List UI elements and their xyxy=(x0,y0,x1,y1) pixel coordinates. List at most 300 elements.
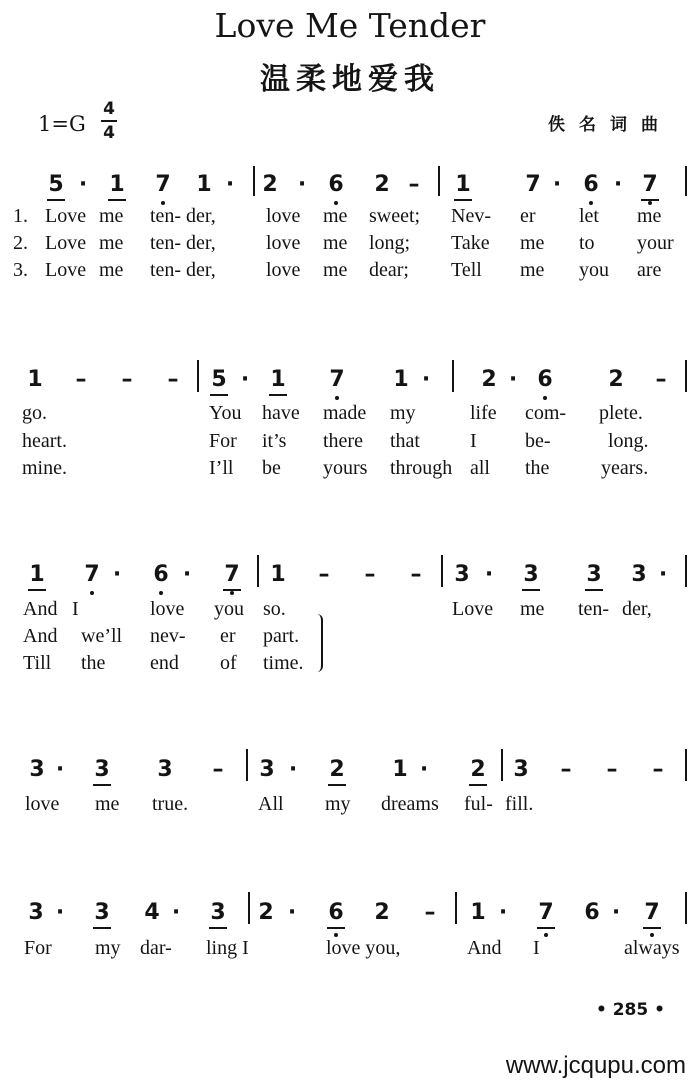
dash-mark xyxy=(206,757,230,783)
underline xyxy=(93,784,111,786)
lyric-word: I xyxy=(72,598,79,620)
lyric-word: me xyxy=(520,598,545,620)
lyric-word: love xyxy=(266,259,301,281)
note-text: · xyxy=(287,900,297,925)
dot-mark xyxy=(218,172,242,198)
note-text: · xyxy=(419,757,429,782)
note xyxy=(192,172,216,198)
lyric-word: be xyxy=(262,457,281,479)
lyric-word: me xyxy=(95,793,120,815)
dot-mark xyxy=(290,172,314,198)
lyric-word: You xyxy=(209,402,242,424)
dash-mark xyxy=(418,900,442,926)
lyric-word: me xyxy=(520,232,545,254)
note-text: 6 xyxy=(328,172,344,197)
lyric-word: Love xyxy=(45,259,87,281)
note xyxy=(220,562,244,588)
note-text: · xyxy=(225,172,235,197)
note xyxy=(44,172,68,198)
dash-mark xyxy=(646,757,670,783)
lyric-word: All xyxy=(258,793,284,815)
note xyxy=(466,900,490,926)
lyric-word: so. xyxy=(263,598,286,620)
note-text: – xyxy=(212,757,224,782)
lyric-word: dear; xyxy=(369,259,409,281)
dot-mark xyxy=(71,172,95,198)
barline xyxy=(438,166,440,196)
lyric-word: And xyxy=(23,625,58,647)
note-text: 2 xyxy=(374,172,390,197)
lyric-word: Tell xyxy=(451,259,482,281)
dot-mark xyxy=(604,900,628,926)
dash-mark xyxy=(161,367,185,393)
note-text: 1 xyxy=(27,367,43,392)
note-text: 1 xyxy=(196,172,212,197)
time-signature xyxy=(101,99,117,143)
note-text: · xyxy=(552,172,562,197)
lyric-word: fill. xyxy=(505,793,534,815)
lyric-word: that xyxy=(390,430,420,452)
note xyxy=(153,757,177,783)
dot-mark xyxy=(414,367,438,393)
lyric-word: made xyxy=(323,402,367,424)
lyric-word: I xyxy=(533,937,540,959)
note-text: 2 xyxy=(329,757,345,782)
note xyxy=(25,757,49,783)
note-text: · xyxy=(288,757,298,782)
underline xyxy=(643,927,661,929)
author-credit: 佚名词曲 xyxy=(548,115,672,135)
lyric-word: me xyxy=(99,205,124,227)
note xyxy=(105,172,129,198)
note xyxy=(80,562,104,588)
note-text: 7 xyxy=(329,367,345,392)
underline xyxy=(93,927,111,929)
lyric-word: ten- xyxy=(150,232,182,254)
note-text: 1 xyxy=(455,172,471,197)
dot-mark xyxy=(175,562,199,588)
note xyxy=(151,172,175,198)
note xyxy=(466,757,490,783)
note xyxy=(90,757,114,783)
note-text: · xyxy=(611,900,621,925)
lyric-word: through xyxy=(390,457,453,479)
dot-mark xyxy=(280,900,304,926)
time-signature-bar xyxy=(101,120,117,122)
note-text: 6 xyxy=(537,367,553,392)
lyric-word: me xyxy=(323,259,348,281)
lyric-word: go. xyxy=(22,402,47,424)
note-text: · xyxy=(182,562,192,587)
lyric-word: my xyxy=(390,402,416,424)
lyric-word: the xyxy=(81,652,106,674)
lyric-word: time. xyxy=(263,652,304,674)
underline xyxy=(108,199,126,201)
dot-mark xyxy=(491,900,515,926)
lyric-word: For xyxy=(24,937,52,959)
verse-number: 1. xyxy=(13,205,28,227)
underline xyxy=(47,199,65,201)
note-text: 2 xyxy=(258,900,274,925)
lyric-word: me xyxy=(99,232,124,254)
barline xyxy=(197,360,199,392)
lyric-word: you xyxy=(214,598,244,620)
lyric-word: years. xyxy=(601,457,649,479)
note-text: 3 xyxy=(28,900,44,925)
dot-mark xyxy=(651,562,675,588)
lyric-word: der, xyxy=(622,598,652,620)
note-text: – xyxy=(364,562,376,587)
lyric-word: ten- xyxy=(578,598,610,620)
lyric-word: me xyxy=(323,205,348,227)
note xyxy=(23,367,47,393)
note xyxy=(477,367,501,393)
lyric-word: the xyxy=(525,457,550,479)
lyric-word: all xyxy=(470,457,490,479)
barline xyxy=(246,749,248,781)
underline xyxy=(585,589,603,591)
note-text: – xyxy=(318,562,330,587)
underline xyxy=(469,784,487,786)
underline xyxy=(454,199,472,201)
barline xyxy=(685,166,687,196)
lyric-word: you xyxy=(579,259,609,281)
note xyxy=(25,562,49,588)
dot-mark xyxy=(48,757,72,783)
dash-mark xyxy=(404,562,428,588)
lyric-word: are xyxy=(637,259,662,281)
note-text: 6 xyxy=(584,900,600,925)
key-signature: 1=G xyxy=(38,112,86,136)
lyric-word: der, xyxy=(186,232,216,254)
lyric-word: nev- xyxy=(150,625,186,647)
barline xyxy=(441,555,443,587)
lyric-word: Love xyxy=(45,232,87,254)
note-text: 1 xyxy=(270,367,286,392)
note-text: · xyxy=(55,757,65,782)
note-text: 1 xyxy=(270,562,286,587)
lyric-word: sweet; xyxy=(369,205,421,227)
note xyxy=(324,172,348,198)
lyric-word: ten- xyxy=(150,205,182,227)
note-text: 7 xyxy=(155,172,171,197)
lyric-word: me xyxy=(323,232,348,254)
note xyxy=(90,900,114,926)
lower-octave-dot xyxy=(90,591,94,595)
lyric-word: of xyxy=(220,652,237,674)
barline xyxy=(685,555,687,587)
note-text: 6 xyxy=(153,562,169,587)
barline xyxy=(248,892,250,924)
lyric-word: And xyxy=(467,937,502,959)
dash-mark xyxy=(358,562,382,588)
lyric-word: Nev- xyxy=(451,205,491,227)
note-text: – xyxy=(652,757,664,782)
lyric-word: Take xyxy=(451,232,490,254)
lyric-word: I’ll xyxy=(209,457,234,479)
note-text: 2 xyxy=(481,367,497,392)
lyric-word: we’ll xyxy=(81,625,123,647)
note xyxy=(450,562,474,588)
lyric-word: For xyxy=(209,430,237,452)
dash-mark xyxy=(600,757,624,783)
dot-mark xyxy=(164,900,188,926)
note-text: 2 xyxy=(262,172,278,197)
underline xyxy=(327,927,345,929)
note-text: 3 xyxy=(523,562,539,587)
barline xyxy=(685,892,687,924)
note-text: 7 xyxy=(84,562,100,587)
time-signature-top: 4 xyxy=(103,99,115,119)
note xyxy=(207,367,231,393)
lyric-word: Till xyxy=(23,652,52,674)
lyric-word: der, xyxy=(186,259,216,281)
note-text: 3 xyxy=(586,562,602,587)
lyric-word: dreams xyxy=(381,793,439,815)
lyric-word: it’s xyxy=(262,430,287,452)
verse-number: 3. xyxy=(13,259,28,281)
barline xyxy=(685,749,687,781)
note-text: 7 xyxy=(224,562,240,587)
lyric-word: love xyxy=(266,232,301,254)
note xyxy=(640,900,664,926)
lyric-word: me xyxy=(637,205,662,227)
lyric-word: to xyxy=(579,232,595,254)
lyric-word: love you, xyxy=(326,937,401,959)
note-text: 2 xyxy=(470,757,486,782)
note-text: 3 xyxy=(631,562,647,587)
dot-mark xyxy=(606,172,630,198)
lyric-word: I xyxy=(470,430,477,452)
note xyxy=(533,367,557,393)
note-text: · xyxy=(421,367,431,392)
watermark: www.jcqupu.com xyxy=(505,1052,686,1079)
note xyxy=(149,562,173,588)
note xyxy=(509,757,533,783)
dash-mark xyxy=(115,367,139,393)
lyric-word: long; xyxy=(369,232,411,254)
note-text: · xyxy=(112,562,122,587)
lyric-word: be- xyxy=(525,430,551,452)
note-text: · xyxy=(171,900,181,925)
note-text: 7 xyxy=(525,172,541,197)
verse-number: 2. xyxy=(13,232,28,254)
dot-mark xyxy=(233,367,257,393)
note-text: 4 xyxy=(144,900,160,925)
note-text: – xyxy=(75,367,87,392)
barline xyxy=(452,360,454,392)
note-text: 3 xyxy=(513,757,529,782)
underline xyxy=(522,589,540,591)
lyric-word: Love xyxy=(452,598,494,620)
note-text: · xyxy=(484,562,494,587)
dot-mark xyxy=(412,757,436,783)
lyric-word: love xyxy=(150,598,185,620)
note xyxy=(255,757,279,783)
note-text: – xyxy=(408,172,420,197)
barline xyxy=(257,555,259,587)
note xyxy=(370,172,394,198)
page-number: • 285 • xyxy=(595,1000,665,1020)
note-text: – xyxy=(424,900,436,925)
note xyxy=(389,367,413,393)
lower-octave-dot xyxy=(544,933,548,937)
note-text: 3 xyxy=(454,562,470,587)
note xyxy=(604,367,628,393)
barline xyxy=(501,749,503,781)
lyric-word: there xyxy=(323,430,363,452)
note xyxy=(266,367,290,393)
note xyxy=(451,172,475,198)
underline xyxy=(269,394,287,396)
note-text: 3 xyxy=(29,757,45,782)
note-text: 7 xyxy=(642,172,658,197)
lyric-word: er xyxy=(220,625,236,647)
note xyxy=(140,900,164,926)
note-text: · xyxy=(297,172,307,197)
dot-mark xyxy=(105,562,129,588)
note xyxy=(254,900,278,926)
note xyxy=(627,562,651,588)
lyric-word: er xyxy=(520,205,536,227)
note-text: – xyxy=(167,367,179,392)
lyric-word: yours xyxy=(323,457,368,479)
lyric-word: love xyxy=(25,793,60,815)
note-text: – xyxy=(655,367,667,392)
note xyxy=(258,172,282,198)
lyric-word: me xyxy=(520,259,545,281)
song-title: Love Me Tender xyxy=(214,6,486,45)
note-text: · xyxy=(498,900,508,925)
note xyxy=(638,172,662,198)
lyric-word: always xyxy=(624,937,680,959)
note xyxy=(325,367,349,393)
underline xyxy=(328,784,346,786)
lyric-word: true. xyxy=(152,793,189,815)
note-text: 3 xyxy=(210,900,226,925)
lyric-word: have xyxy=(262,402,300,424)
note-text: 7 xyxy=(538,900,554,925)
lyric-word: And xyxy=(23,598,58,620)
lyric-word: Love xyxy=(45,205,87,227)
lyric-word: ten- xyxy=(150,259,182,281)
note xyxy=(324,900,348,926)
lyric-word: dar- xyxy=(140,937,172,959)
note xyxy=(580,900,604,926)
note-text: 6 xyxy=(328,900,344,925)
lower-octave-dot xyxy=(159,591,163,595)
lyric-word: me xyxy=(99,259,124,281)
lyric-word: end xyxy=(150,652,179,674)
song-title-chinese: 温柔地爱我 xyxy=(260,62,440,97)
note-text: 1 xyxy=(109,172,125,197)
lyric-word: my xyxy=(95,937,121,959)
note-text: 1 xyxy=(392,757,408,782)
note-text: 1 xyxy=(470,900,486,925)
lyric-word: let xyxy=(579,205,599,227)
note xyxy=(206,900,230,926)
note-text: 5 xyxy=(48,172,64,197)
note xyxy=(24,900,48,926)
note-text: · xyxy=(508,367,518,392)
note-text: 5 xyxy=(211,367,227,392)
note-text: 2 xyxy=(608,367,624,392)
note xyxy=(388,757,412,783)
lyric-word: life xyxy=(470,402,497,424)
lyric-word: long. xyxy=(608,430,649,452)
lyric-word: der, xyxy=(186,205,216,227)
note xyxy=(521,172,545,198)
note-text: – xyxy=(121,367,133,392)
dash-mark xyxy=(312,562,336,588)
underline xyxy=(28,589,46,591)
lyric-word: ling I xyxy=(206,937,249,959)
dot-mark xyxy=(281,757,305,783)
note-text: · xyxy=(658,562,668,587)
note-text: 7 xyxy=(644,900,660,925)
lyric-word: com- xyxy=(525,402,567,424)
underline xyxy=(209,927,227,929)
dot-mark xyxy=(501,367,525,393)
note-text: · xyxy=(613,172,623,197)
barline xyxy=(455,892,457,924)
note-text: 2 xyxy=(374,900,390,925)
note-text: 3 xyxy=(157,757,173,782)
note-text: – xyxy=(560,757,572,782)
time-signature-bottom: 4 xyxy=(103,123,115,143)
underline xyxy=(537,927,555,929)
note xyxy=(266,562,290,588)
dash-mark xyxy=(649,367,673,393)
lower-octave-dot xyxy=(230,591,234,595)
underline xyxy=(210,394,228,396)
note-text: – xyxy=(606,757,618,782)
dash-mark xyxy=(69,367,93,393)
note xyxy=(579,172,603,198)
lyric-word: mine. xyxy=(22,457,67,479)
lyric-word: heart. xyxy=(22,430,67,452)
note xyxy=(534,900,558,926)
note-text: 3 xyxy=(259,757,275,782)
lyric-word: your xyxy=(637,232,674,254)
note-text: · xyxy=(240,367,250,392)
note xyxy=(325,757,349,783)
note-text: 6 xyxy=(583,172,599,197)
lyric-word: ful- xyxy=(464,793,493,815)
note-text: 3 xyxy=(94,900,110,925)
lyric-word: part. xyxy=(263,625,300,647)
note-text: · xyxy=(78,172,88,197)
dot-mark xyxy=(477,562,501,588)
note-text: · xyxy=(55,900,65,925)
barline xyxy=(253,166,255,196)
dash-mark xyxy=(402,172,426,198)
dash-mark xyxy=(554,757,578,783)
dot-mark xyxy=(48,900,72,926)
note xyxy=(582,562,606,588)
lyric-word: love xyxy=(266,205,301,227)
lower-octave-dot xyxy=(335,396,339,400)
note-text: 1 xyxy=(29,562,45,587)
verse-bracket xyxy=(313,614,323,672)
note xyxy=(370,900,394,926)
note-text: 1 xyxy=(393,367,409,392)
lower-octave-dot xyxy=(543,396,547,400)
lyric-word: my xyxy=(325,793,351,815)
note-text: – xyxy=(410,562,422,587)
barline xyxy=(685,360,687,392)
note xyxy=(519,562,543,588)
